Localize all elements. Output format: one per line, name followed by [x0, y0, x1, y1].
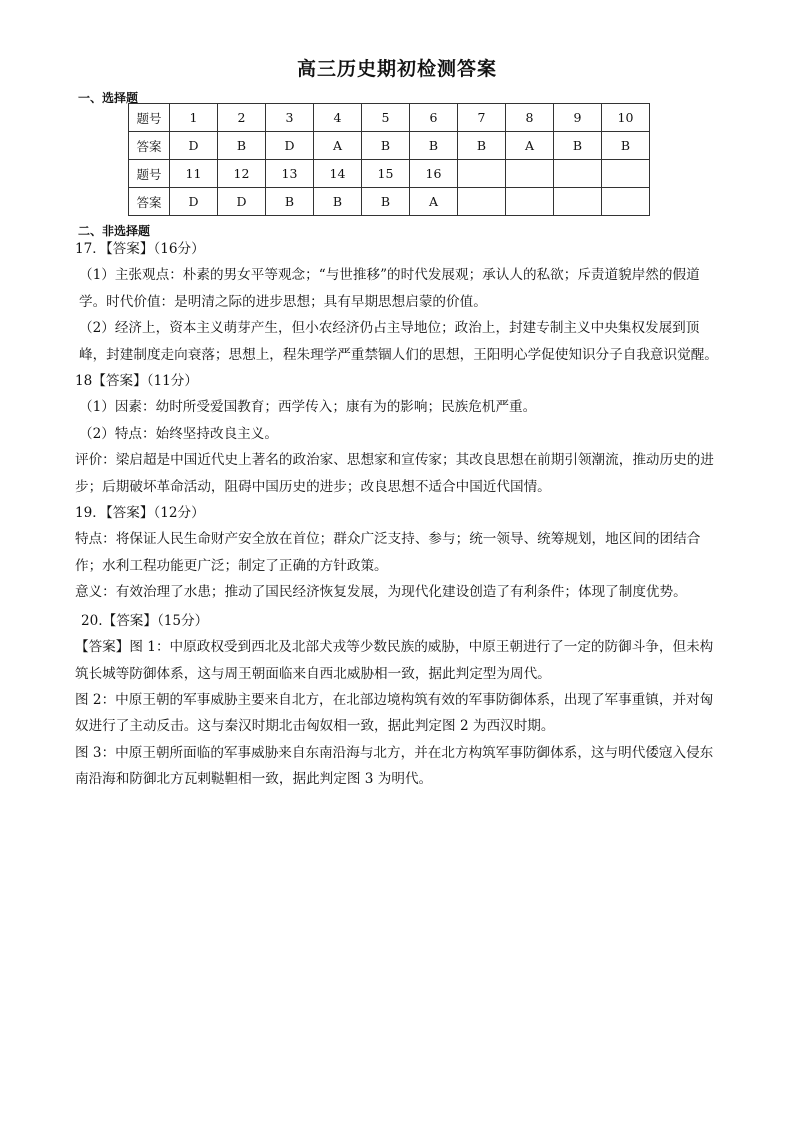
answer-table-row — [129, 188, 650, 216]
q18-evaluation: 评价：梁启超是中国近代史上著名的政治家、思想家和宣传家；其改良思想在前期引领潮流，推动历史的进步；后期破坏革命活动，阻碍中国历史的进步；改良思想不适合中国近代国情。 — [75, 452, 714, 495]
answer-table-row — [129, 132, 650, 160]
section-multiple-choice-heading: 一、选择题 — [78, 91, 139, 105]
answer-table-cell: 12 — [218, 160, 266, 188]
answer-table-cell — [506, 188, 554, 216]
answer-table-row-label: 答案 — [129, 132, 170, 160]
answer-table-row — [129, 160, 650, 188]
answer-table-cell: B — [458, 132, 506, 160]
q19-significance: 意义：有效治理了水患；推动了国民经济恢复发展，为现代化建设创造了有利条件；体现了制度优势。 — [75, 584, 687, 601]
q20-header: 20.【答案】（15分） — [81, 612, 209, 629]
answer-table-cell — [506, 160, 554, 188]
answer-table-cell: 11 — [170, 160, 218, 188]
q18-part1: （1）因素：幼时所受爱国教育；西学传入；康有为的影响；民族危机严重。 — [79, 399, 537, 416]
q20-figure2: 图 2：中原王朝的军事威胁主要来自北方，在北部边境构筑有效的军事防御体系，出现了军事重镇，并对匈奴进行了主动反击。这与秦汉时期北击匈奴相一致，据此判定图 2 为西汉时期。 — [75, 691, 714, 735]
answer-table-row-label: 题号 — [129, 104, 170, 132]
answer-table-cell: 13 — [266, 160, 314, 188]
answer-table-cell — [602, 188, 650, 216]
answer-table-cell: 7 — [458, 104, 506, 132]
answer-table-cell: B — [266, 188, 314, 216]
answer-table-cell: 14 — [314, 160, 362, 188]
page-title: 高三历史期初检测答案 — [296, 58, 497, 80]
q18-part2: （2）特点：始终坚持改良主义。 — [79, 425, 278, 442]
q17-part2: （2）经济上，资本主义萌芽产生，但小农经济仍占主导地位；政治上，封建专制主义中央集权发展到顶峰，封建制度走向衰落；思想上，程朱理学严重禁锢人们的思想，王阳明心学促使知识分子自我意识觉醒。 — [79, 320, 718, 363]
answer-table-cell: B — [554, 132, 602, 160]
answer-table-cell: 1 — [170, 104, 218, 132]
answer-table-cell: 4 — [314, 104, 362, 132]
answer-table-row — [129, 104, 650, 132]
answer-table-cell: 3 — [266, 104, 314, 132]
answer-table-cell: 5 — [362, 104, 410, 132]
answer-table-cell — [458, 188, 506, 216]
answer-table-row-label: 答案 — [129, 188, 170, 216]
answer-table — [128, 103, 650, 216]
q18-header: 18【答案】（11分） — [75, 373, 198, 390]
answer-table-row-label: 题号 — [129, 160, 170, 188]
answer-table-cell: B — [362, 132, 410, 160]
answer-table-cell: 6 — [410, 104, 458, 132]
answer-table-cell: B — [410, 132, 458, 160]
answers-body — [75, 236, 725, 793]
q17-part1: （1）主张观点：朴素的男女平等观念；“与世推移”的时代发展观；承认人的私欲；斥责道貌岸然的假道学。时代价值：是明清之际的进步思想；具有早期思想启蒙的价值。 — [79, 267, 700, 310]
answer-table-cell: A — [506, 132, 554, 160]
answer-table-cell: 10 — [602, 104, 650, 132]
section-non-choice-heading: 二、非选择题 — [78, 224, 151, 238]
q19-features: 特点：将保证人民生命财产安全放在首位；群众广泛支持、参与；统一领导、统筹规划，地区间的团结合作；水利工程功能更广泛；制定了正确的方针政策。 — [75, 531, 701, 574]
answer-table-cell: 2 — [218, 104, 266, 132]
answer-table-cell: 16 — [410, 160, 458, 188]
answer-table-cell: D — [170, 188, 218, 216]
answer-table-cell: 9 — [554, 104, 602, 132]
answer-table-cell: D — [218, 188, 266, 216]
answer-table-cell — [458, 160, 506, 188]
q20-figure3: 图 3：中原王朝所面临的军事威胁来自东南沿海与北方，并在北方构筑军事防御体系，这与明代倭寇入侵东南沿海和防御北方瓦剌鞑靼相一致，据此判定图 3 为明代。 — [75, 744, 714, 788]
answer-table-cell — [554, 188, 602, 216]
answer-table-cell — [554, 160, 602, 188]
answer-table-cell: A — [410, 188, 458, 216]
answer-table-cell: 8 — [506, 104, 554, 132]
answer-table-cell — [602, 160, 650, 188]
answer-table-cell: B — [602, 132, 650, 160]
q17-header: 17．【答案】（16分） — [75, 241, 205, 257]
q20-figure1: 【答案】图 1：中原政权受到西北及北部犬戎等少数民族的威胁，中原王朝进行了一定的防御斗争，但未构筑长城等防御体系，这与周王朝面临来自西北威胁相一致，据此判定型为周代。 — [75, 639, 714, 682]
q19-header: 19．【答案】（12分） — [75, 505, 205, 522]
answer-table-cell: D — [170, 132, 218, 160]
answer-table-cell: D — [266, 132, 314, 160]
answer-table-cell: B — [218, 132, 266, 160]
answer-table-cell: A — [314, 132, 362, 160]
answer-table-cell: B — [314, 188, 362, 216]
answer-table-cell: B — [362, 188, 410, 216]
answer-table-cell: 15 — [362, 160, 410, 188]
